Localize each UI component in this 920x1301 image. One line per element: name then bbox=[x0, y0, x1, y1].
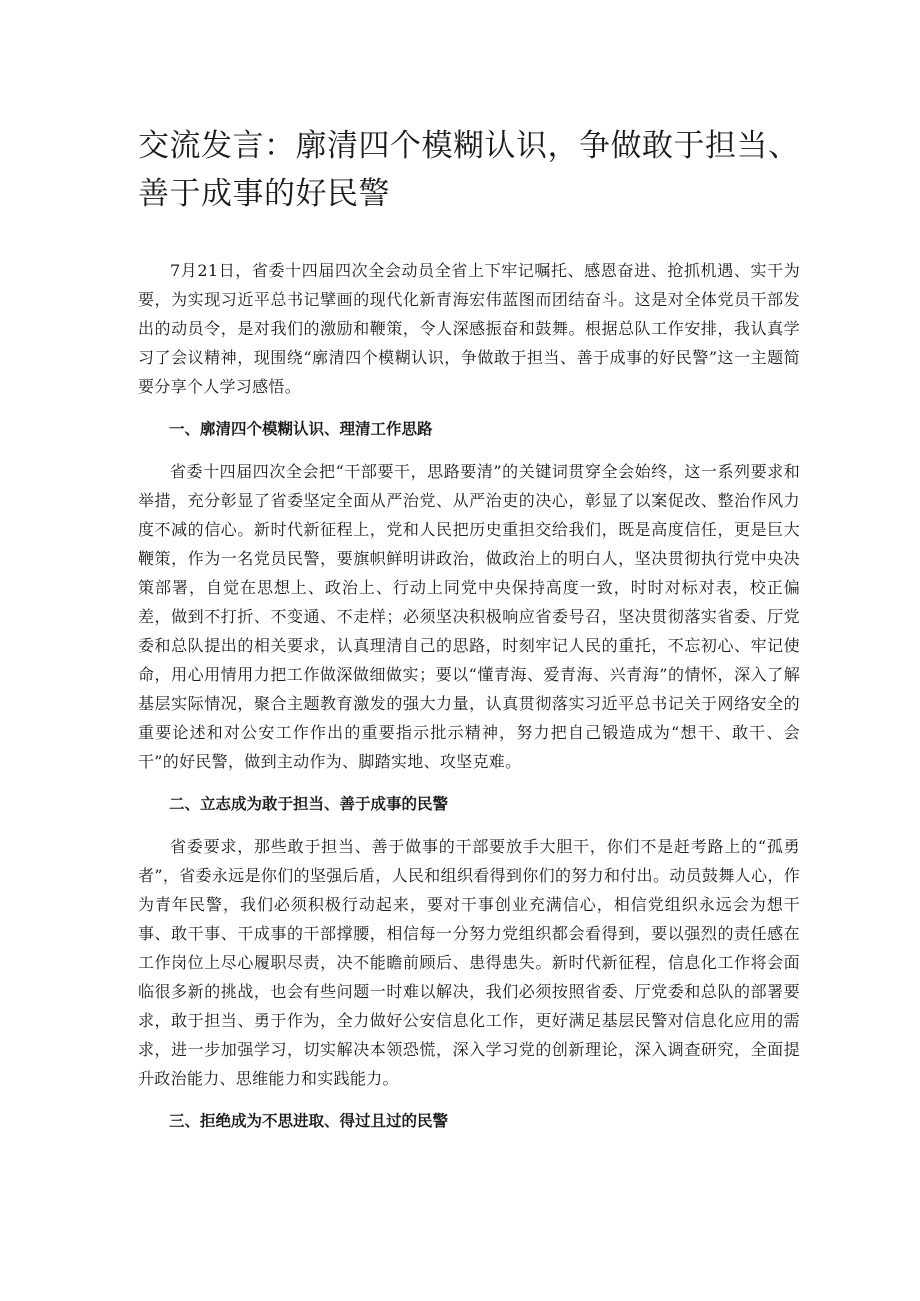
section-2-heading: 二、立志成为敢于担当、善于成事的民警 bbox=[169, 795, 449, 813]
document-page bbox=[138, 122, 800, 1149]
section-1-body: 省委十四届四次全会把“干部要干，思路要清”的关键词贯穿全会始终，这一系列要求和举措，充分彰显了省委坚定全面从严治党、从严治吏的决心，彰显了以案促改、整治作风力度不减的信心。新时代新征程上，党和人民把历史重担交给我们，既是高度信任，更是巨大鞭策，作为一名党员民警，要旗帜鲜明讲政治，做政治上的明白人，坚决贯彻执行党中央决策部署，自觉在思想上、政治上、行动上同党中央保持高度一致，时时对标对表，校正偏差，做到不打折、不变通、不走样；必须坚决积极响应省委号召，坚决贯彻落实省委、厅党委和总队提出的相关要求，认真理清自己的思路，时刻牢记人民的重托，不忘初心、牢记使命，用心用情用力把工作做深做细做实；要以“懂青海、爱青海、兴青海”的情怀，深入了解基层实际情况，聚合主题教育激发的强大力量，认真贯彻落实习近平总书记关于网络安全的重要论述和对公安工作作出的重要指示批示精神，努力把自己锻造成为“想干、敢干、会干”的好民警，做到主动作为、脚踏实地、攻坚克难。 bbox=[138, 462, 800, 771]
intro-paragraph: 7月21日，省委十四届四次全会动员全省上下牢记嘱托、感恩奋进、抢抓机遇、实干为要，为实现习近平总书记擘画的现代化新青海宏伟蓝图而团结奋斗。这是对全体党员干部发出的动员令，是对我们的激励和鞭策，令人深感振奋和鼓舞。根据总队工作安排，我认真学习了会议精神，现围绕“廓清四个模糊认识，争做敢于担当、善于成事的好民警”这一主题简要分享个人学习感悟。 bbox=[138, 261, 800, 396]
section-2-body: 省委要求，那些敢于担当、善于做事的干部要放手大胆干，你们不是赶考路上的“孤勇者”，省委永远是你们的坚强后盾，人民和组织看得到你们的努力和付出。动员鼓舞人心，作为青年民警，我们必须积极行动起来，要对干事创业充满信心，相信党组织永远会为想干事、敢干事、干成事的干部撑腰，相信每一分努力党组织都会看得到，要以强烈的责任感在工作岗位上尽心履职尽责，决不能瞻前顾后、患得患失。新时代新征程，信息化工作将会面临很多新的挑战，也会有些问题一时难以解决，我们必须按照省委、厅党委和总队的部署要求，敢于担当、勇于作为，全力做好公安信息化工作，更好满足基层民警对信息化应用的需求，进一步加强学习，切实解决本领恐慌，深入学习党的创新理论，深入调查研究，全面提升政治能力、思维能力和实践能力。 bbox=[138, 837, 800, 1088]
section-1-heading: 一、廓清四个模糊认识、理清工作思路 bbox=[169, 420, 433, 438]
section-3-heading: 三、拒绝成为不思进取、得过且过的民警 bbox=[169, 1112, 449, 1130]
document-title: 交流发言：廓清四个模糊认识，争做敢于担当、善于成事的好民警 bbox=[138, 128, 800, 212]
